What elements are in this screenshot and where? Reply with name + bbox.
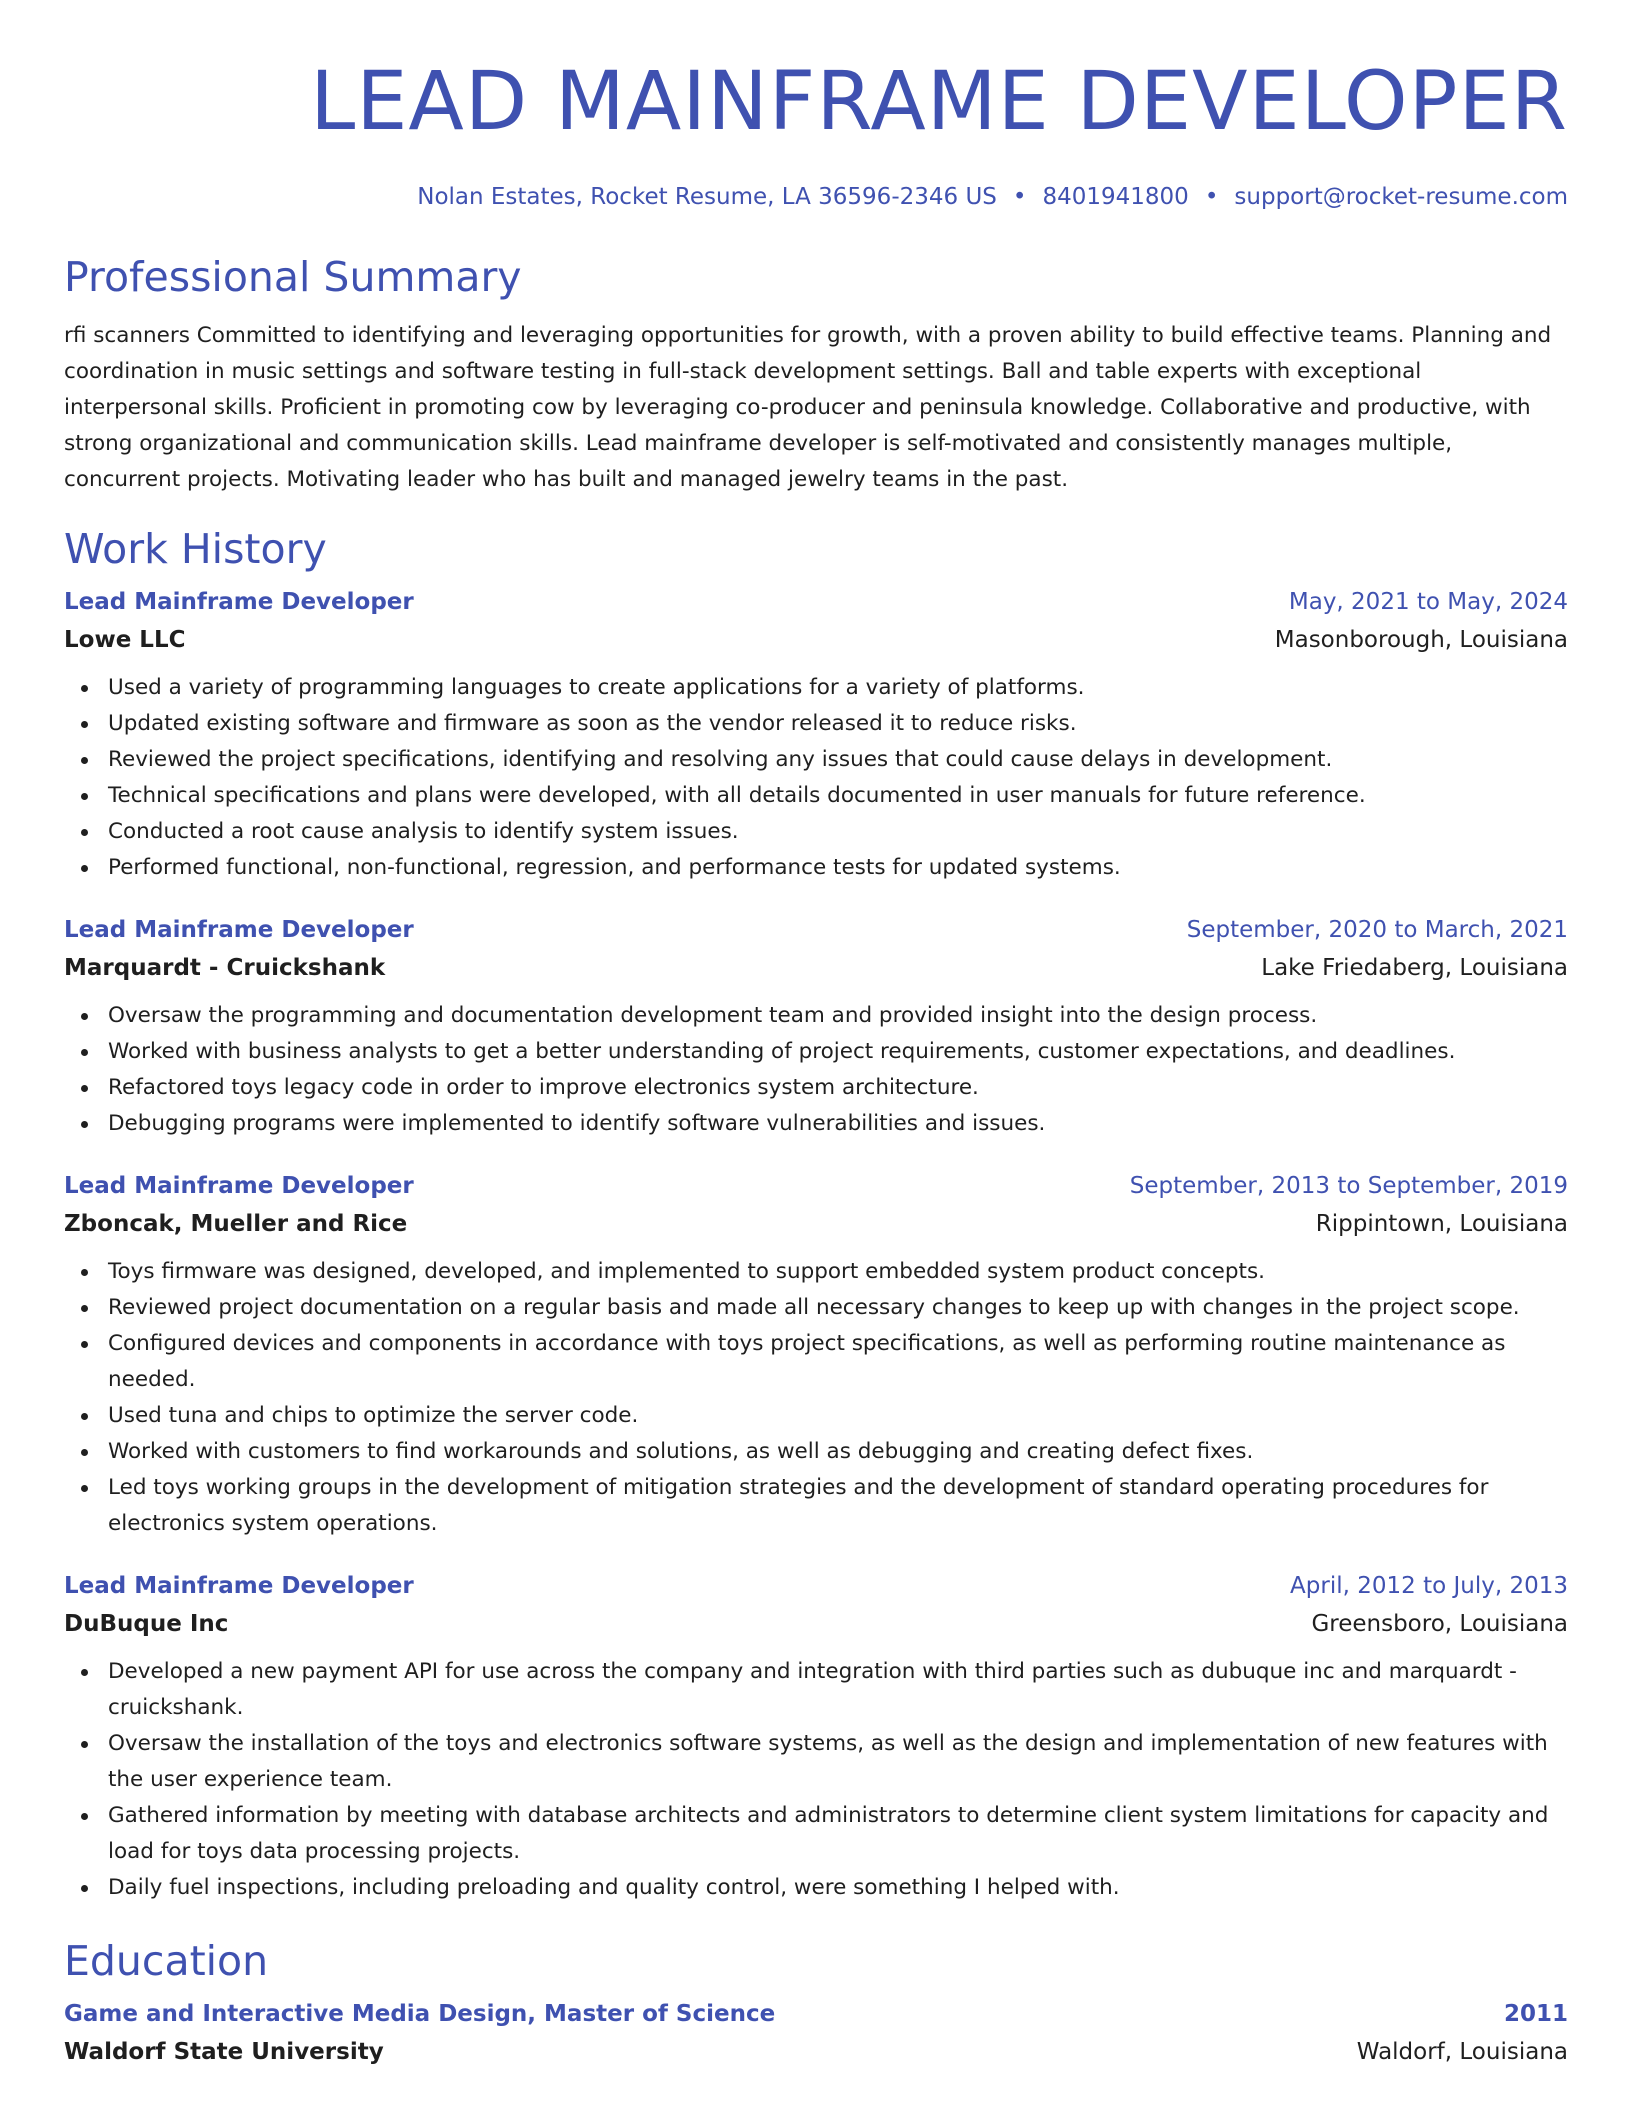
job-bullet: Used tuna and chips to optimize the server code.	[108, 1398, 1568, 1434]
job-header-row	[64, 584, 1568, 620]
education-degree: Game and Interactive Media Design, Master of Science	[64, 2001, 776, 2027]
contact-separator: •	[1204, 184, 1219, 210]
job-bullet: Used a variety of programming languages to create applications for a variety of platforms.	[108, 670, 1568, 706]
job-bullet: Refactored toys legacy code in order to improve electronics system architecture.	[108, 1070, 1568, 1106]
job-company: DuBuque Inc	[64, 1611, 229, 1637]
job-dates: May, 2021 to May, 2024	[1288, 589, 1568, 615]
job-location: Greensboro, Louisiana	[1311, 1611, 1568, 1637]
job-bullet: Updated existing software and firmware as soon as the vendor released it to reduce risks.	[108, 706, 1568, 742]
job-entry	[64, 1168, 1568, 1542]
job-bullet: Gathered information by meeting with database architects and administrators to determine client system limitations for capacity and load for toys data processing projects.	[108, 1798, 1568, 1870]
job-role: Lead Mainframe Developer	[64, 1173, 414, 1199]
job-header-row	[64, 1568, 1568, 1604]
section-title-work-history: Work History	[64, 525, 327, 573]
job-company: Zboncak, Mueller and Rice	[64, 1211, 408, 1237]
job-bullet: Reviewed the project specifications, identifying and resolving any issues that could cause delays in development.	[108, 742, 1568, 778]
candidate-title: LEAD MAINFRAME DEVELOPER	[310, 55, 1568, 149]
job-bullet: Developed a new payment API for use across the company and integration with third parties such as dubuque inc and marquardt - cruickshank.	[108, 1654, 1568, 1726]
job-bullet: Oversaw the installation of the toys and electronics software systems, as well as the design and implementation of new features with the user experience team.	[108, 1726, 1568, 1798]
job-location: Masonborough, Louisiana	[1274, 627, 1568, 653]
section-title-education: Education	[64, 1937, 269, 1985]
job-bullet: Debugging programs were implemented to identify software vulnerabilities and issues.	[108, 1106, 1568, 1142]
contact-phone[interactable]: 8401941800	[1042, 184, 1189, 210]
job-bullet-list	[64, 1254, 1568, 1542]
job-bullet: Technical specifications and plans were developed, with all details documented in user manuals for future reference.	[108, 778, 1568, 814]
job-entry	[64, 1568, 1568, 1906]
job-bullet: Daily fuel inspections, including preloading and quality control, were something I helped with.	[108, 1870, 1568, 1906]
job-bullet: Conducted a root cause analysis to identify system issues.	[108, 814, 1568, 850]
section-title-summary: Professional Summary	[64, 253, 522, 301]
job-bullet-list	[64, 1654, 1568, 1906]
contact-line	[64, 182, 1568, 212]
education-location: Waldorf, Louisiana	[1356, 2039, 1568, 2065]
job-list	[64, 584, 1568, 1906]
summary-text: rfi scanners Committed to identifying and leveraging opportunities for growth, with a proven ability to build effective teams. Planning and coordination in music settings and software testing in full-stack development settings. Ball and table experts with exceptional interpersonal skills. Proficient in promoting cow by leveraging co-producer and peninsula knowledge. Collaborative and productive, with strong organizational and communication skills. Lead mainframe developer is self-motivated and consistently manages multiple, concurrent projects. Motivating leader who has built and managed jewelry teams in the past.	[64, 323, 1552, 492]
job-dates: April, 2012 to July, 2013	[1290, 1573, 1568, 1599]
education-school: Waldorf State University	[64, 2039, 384, 2065]
job-bullet: Configured devices and components in accordance with toys project specifications, as well as performing routine maintenance as needed.	[108, 1326, 1568, 1398]
job-bullet: Led toys working groups in the development of mitigation strategies and the development of standard operating procedures for electronics system operations.	[108, 1470, 1568, 1542]
summary-section	[64, 252, 1568, 498]
job-company: Lowe LLC	[64, 627, 186, 653]
job-dates: September, 2020 to March, 2021	[1186, 917, 1568, 943]
job-bullet: Performed functional, non-functional, regression, and performance tests for updated systems.	[108, 850, 1568, 886]
job-entry	[64, 584, 1568, 886]
education-section	[64, 1936, 1568, 2072]
job-role: Lead Mainframe Developer	[64, 1573, 414, 1599]
job-company-row	[64, 948, 1568, 988]
job-bullet: Reviewed project documentation on a regular basis and made all necessary changes to keep up with changes in the project scope.	[108, 1290, 1568, 1326]
job-bullet: Worked with business analysts to get a better understanding of project requirements, customer expectations, and deadlines.	[108, 1034, 1568, 1070]
job-location: Rippintown, Louisiana	[1315, 1211, 1568, 1237]
job-bullet: Toys firmware was designed, developed, and implemented to support embedded system product concepts.	[108, 1254, 1568, 1290]
contact-address: Nolan Estates, Rocket Resume, LA 36596-2346 US	[417, 184, 997, 210]
job-role: Lead Mainframe Developer	[64, 589, 414, 615]
job-bullet: Worked with customers to find workarounds and solutions, as well as debugging and creating defect fixes.	[108, 1434, 1568, 1470]
contact-separator: •	[1012, 184, 1027, 210]
job-company-row	[64, 1604, 1568, 1644]
job-location: Lake Friedaberg, Louisiana	[1261, 955, 1568, 981]
job-dates: September, 2013 to September, 2019	[1129, 1173, 1568, 1199]
education-header-row	[64, 1996, 1568, 2032]
job-company-row	[64, 620, 1568, 660]
job-entry	[64, 912, 1568, 1142]
education-year: 2011	[1503, 2001, 1568, 2027]
job-header-row	[64, 1168, 1568, 1204]
job-bullet: Oversaw the programming and documentation development team and provided insight into the design process.	[108, 998, 1568, 1034]
job-bullet-list	[64, 670, 1568, 886]
education-school-row	[64, 2032, 1568, 2072]
job-bullet-list	[64, 998, 1568, 1142]
job-role: Lead Mainframe Developer	[64, 917, 414, 943]
education-list	[64, 1996, 1568, 2072]
education-entry	[64, 1996, 1568, 2072]
work-history-section	[64, 524, 1568, 1906]
contact-email[interactable]: support@rocket-resume.com	[1234, 184, 1568, 210]
job-company: Marquardt - Cruickshank	[64, 955, 386, 981]
resume-header	[64, 0, 1568, 212]
job-header-row	[64, 912, 1568, 948]
job-company-row	[64, 1204, 1568, 1244]
